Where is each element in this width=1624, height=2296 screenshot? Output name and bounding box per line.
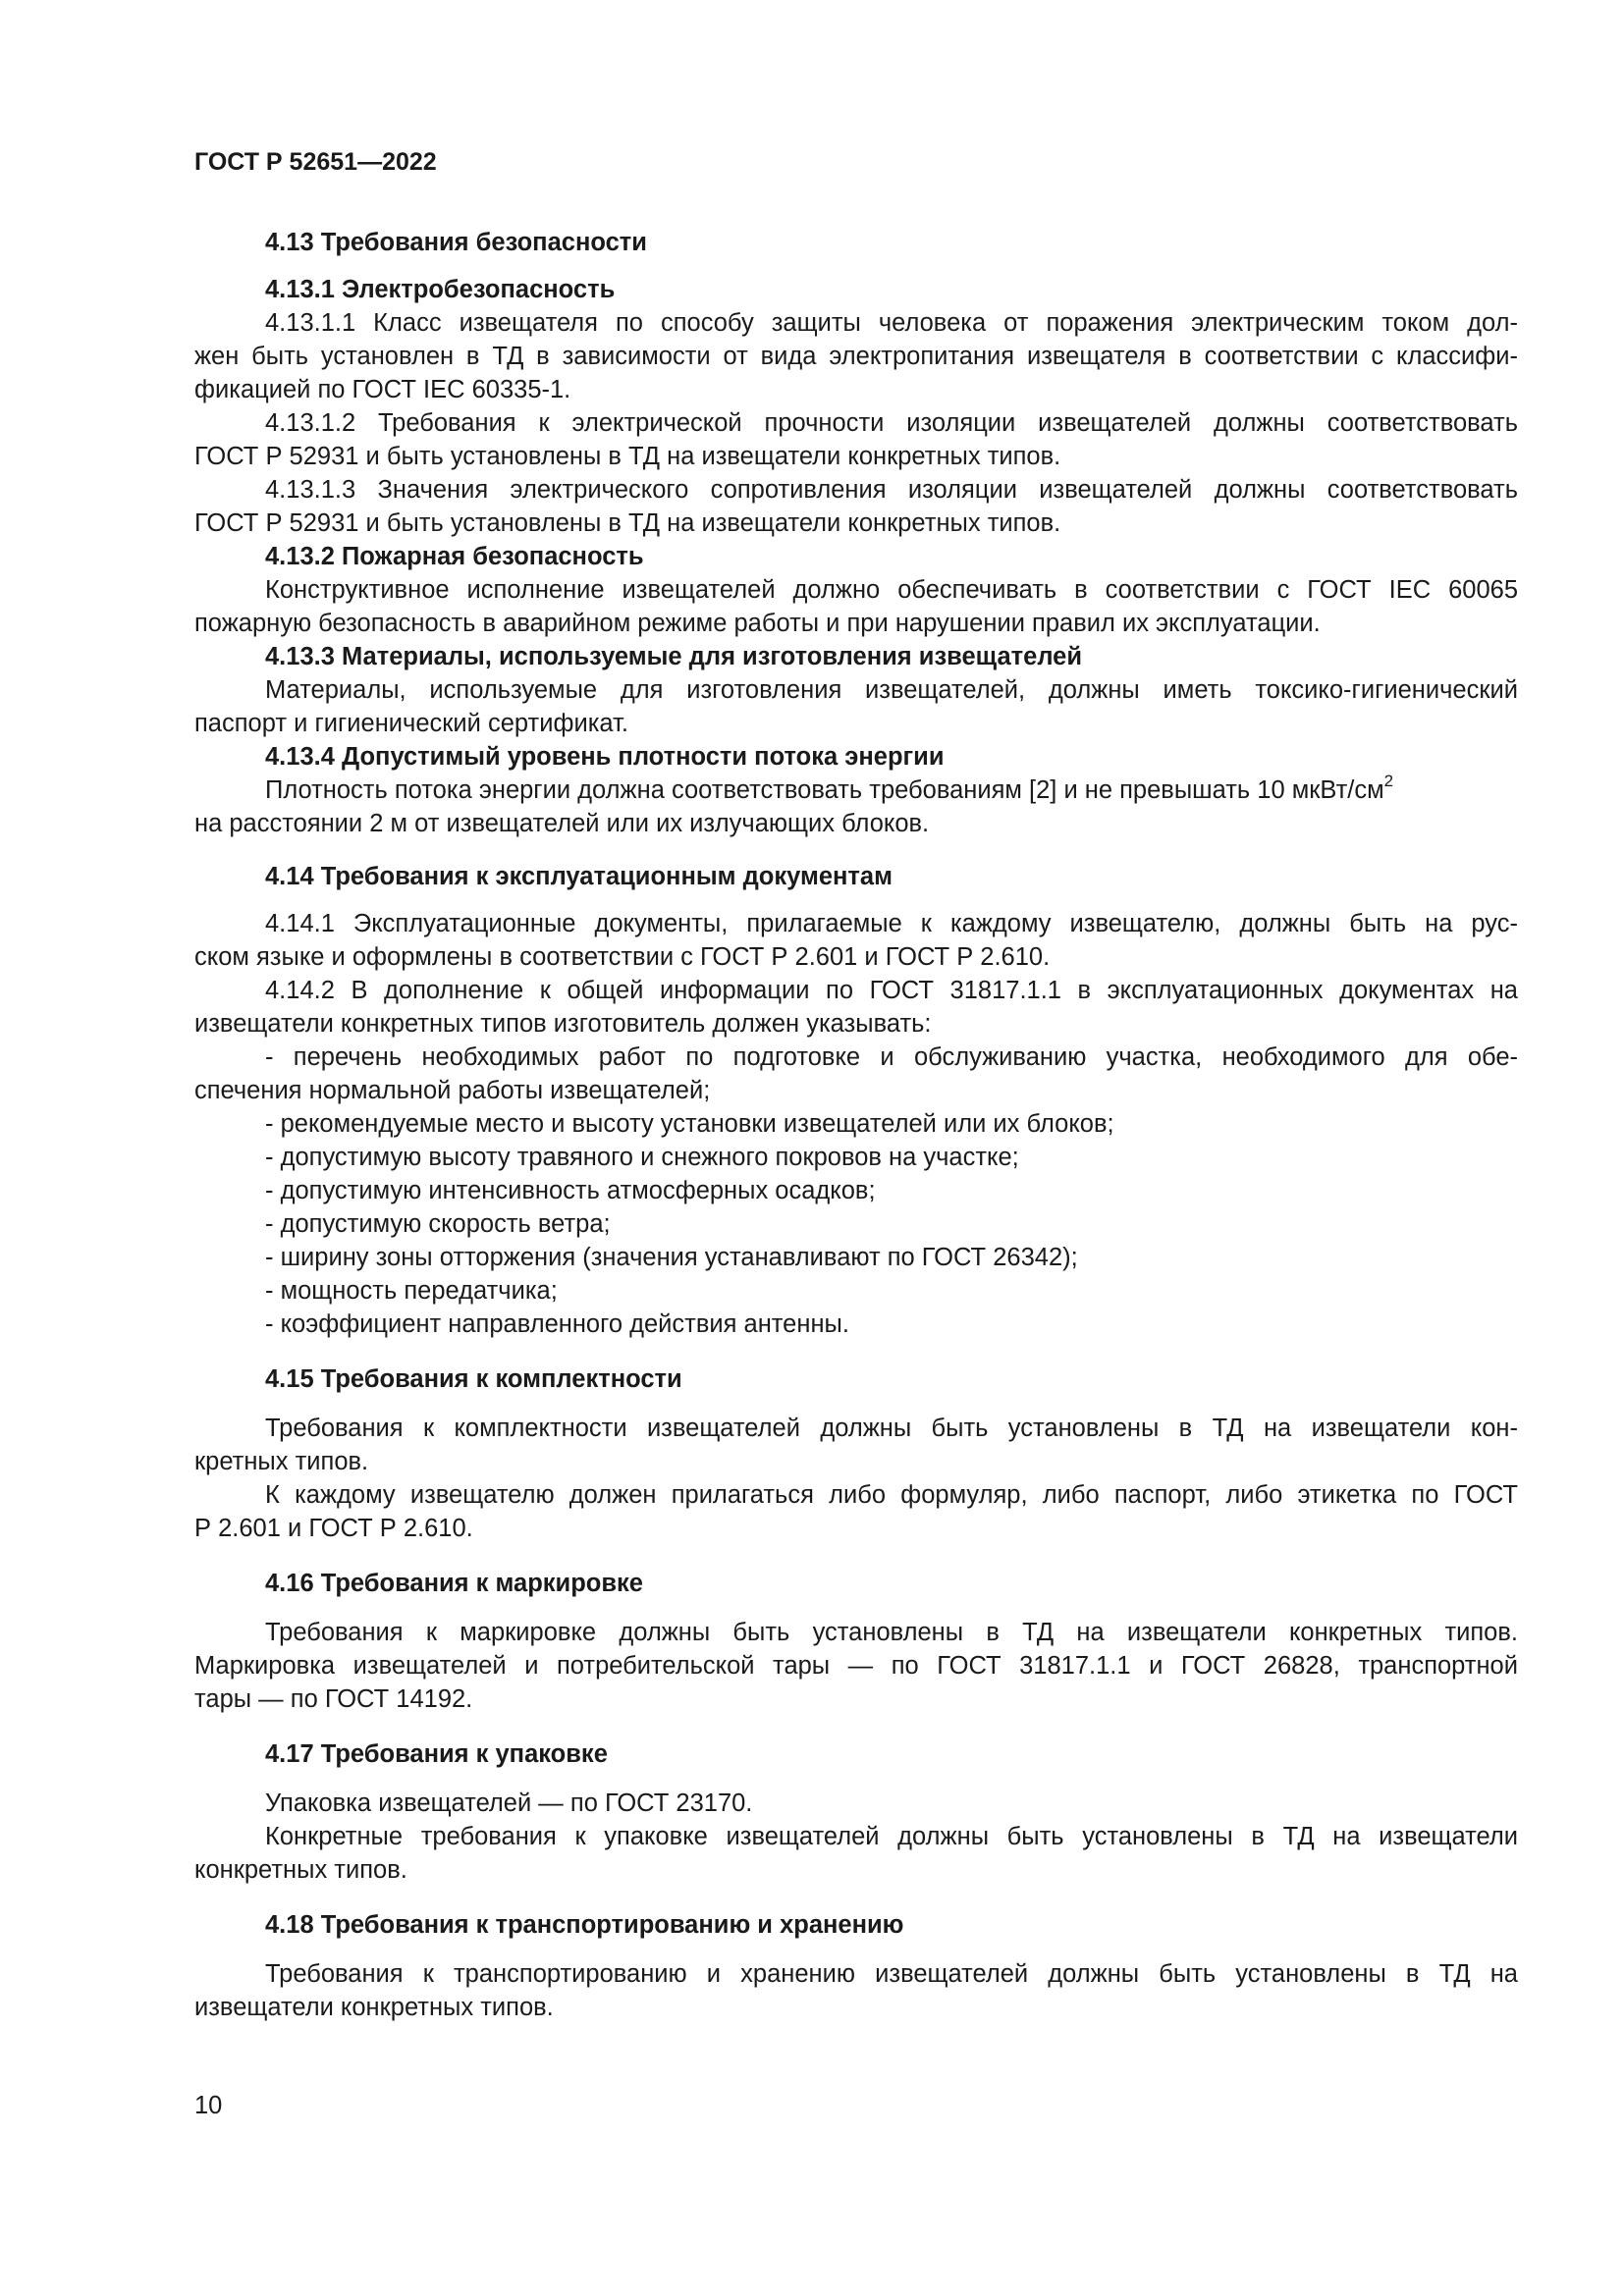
paragraph-line: Требования к комплектности извещателей должны быть установлены в ТД на извещатели кон- [265, 1415, 1518, 1442]
section-heading-4-16: 4.16 Требования к маркировке [265, 1570, 643, 1597]
subsection-heading-4-13-1: 4.13.1 Электробезопасность [265, 276, 616, 303]
paragraph-line: 4.13.1.1 Класс извещателя по способу защиты человека от поражения электрическим током дол- [265, 309, 1518, 337]
list-item-continuation: спечения нормальной работы извещателей; [194, 1077, 711, 1104]
paragraph-line: Материалы, используемые для изготовления извещателей, должны иметь токсико-гигиенический [265, 676, 1518, 704]
section-heading-4-18: 4.18 Требования к транспортированию и хранению [265, 1911, 904, 1939]
list-item: - ширину зоны отторжения (значения устанавливают по ГОСТ 26342); [265, 1244, 1078, 1271]
section-heading-4-17: 4.17 Требования к упаковке [265, 1740, 608, 1768]
paragraph-line: тары — по ГОСТ 14192. [194, 1685, 473, 1713]
paragraph-line: Упаковка извещателей — по ГОСТ 23170. [265, 1789, 753, 1817]
paragraph-line: ском языке и оформлены в соответствии с ГОСТ Р 2.601 и ГОСТ Р 2.610. [194, 943, 1051, 971]
subsection-heading-4-13-2: 4.13.2 Пожарная безопасность [265, 543, 644, 570]
paragraph-line: извещатели конкретных типов изготовитель должен указывать: [194, 1010, 932, 1038]
list-item: - допустимую интенсивность атмосферных осадков; [265, 1177, 876, 1204]
section-heading-4-13: 4.13 Требования безопасности [265, 229, 647, 256]
paragraph-line: кретных типов. [194, 1448, 369, 1475]
document-page [194, 145, 1518, 2024]
paragraph-line: пожарную безопасность в аварийном режиме работы и при нарушении правил их эксплуатации. [194, 610, 1321, 637]
paragraph-line: Маркировка извещателей и потребительской тары — по ГОСТ 31817.1.1 и ГОСТ 26828, транспортной [194, 1652, 1518, 1680]
list-item: - перечень необходимых работ по подготовке и обслуживанию участка, необходимого для обе- [265, 1043, 1518, 1071]
paragraph-line: ГОСТ Р 52931 и быть установлены в ТД на извещатели конкретных типов. [194, 443, 1061, 470]
paragraph-line: Конкретные требования к упаковке извещателей должны быть установлены в ТД на извещатели [265, 1823, 1518, 1850]
list-item: - рекомендуемые место и высоту установки извещателей или их блоков; [265, 1110, 1114, 1138]
paragraph-line: жен быть установлен в ТД в зависимости от вида электропитания извещателя в соответствии с классифи- [194, 343, 1518, 370]
paragraph-line: К каждому извещателю должен прилагаться либо формуляр, либо паспорт, либо этикетка по ГОСТ [265, 1481, 1518, 1509]
document-id: ГОСТ Р 52651—2022 [194, 148, 437, 176]
list-item: - допустимую скорость ветра; [265, 1210, 611, 1238]
paragraph-line: 4.13.1.2 Требования к электрической прочности изоляции извещателей должны соответствовать [265, 409, 1518, 437]
section-heading-4-14: 4.14 Требования к эксплуатационным документам [265, 863, 893, 890]
paragraph-line: Требования к маркировке должны быть установлены в ТД на извещатели конкретных типов. [265, 1619, 1518, 1646]
section-heading-4-15: 4.15 Требования к комплектности [265, 1365, 682, 1393]
paragraph-line: ГОСТ Р 52931 и быть установлены в ТД на извещатели конкретных типов. [194, 509, 1061, 537]
superscript-exponent: 2 [1383, 772, 1394, 790]
paragraph-line-with-superscript [194, 774, 1518, 807]
paragraph-line: извещатели конкретных типов. [194, 1994, 554, 2021]
paragraph-line: 4.14.2 В дополнение к общей информации по ГОСТ 31817.1.1 в эксплуатационных документах на [265, 977, 1518, 1004]
paragraph-line: 4.13.1.3 Значения электрического сопротивления изоляции извещателей должны соответствовать [265, 476, 1518, 504]
subsection-heading-4-13-3: 4.13.3 Материалы, используемые для изготовления извещателей [265, 643, 1083, 670]
paragraph-line: паспорт и гигиенический сертификат. [194, 710, 628, 737]
list-item: - мощность передатчика; [265, 1277, 558, 1305]
power-density-text: Плотность потока энергии должна соответствовать требованиям [2] и не превышать 10 мкВт/см [265, 776, 1384, 804]
page-number: 10 [194, 2092, 223, 2119]
paragraph-line: Требования к транспортированию и хранению извещателей должны быть установлены в ТД на [265, 1960, 1518, 1988]
paragraph-line: Р 2.601 и ГОСТ Р 2.610. [194, 1515, 473, 1542]
paragraph-line: на расстоянии 2 м от извещателей или их излучающих блоков. [194, 810, 930, 837]
paragraph-line: Конструктивное исполнение извещателей должно обеспечивать в соответствии с ГОСТ IEC 60065 [265, 576, 1518, 604]
subsection-heading-4-13-4: 4.13.4 Допустимый уровень плотности потока энергии [265, 743, 945, 771]
list-item: - коэффициент направленного действия антенны. [265, 1310, 849, 1338]
paragraph-line: 4.14.1 Эксплуатационные документы, прилагаемые к каждому извещателю, должны быть на рус- [265, 910, 1518, 937]
paragraph-line: фикацией по ГОСТ IEC 60335-1. [194, 376, 571, 403]
list-item: - допустимую высоту травяного и снежного покровов на участке; [265, 1144, 1019, 1171]
paragraph-line: конкретных типов. [194, 1856, 407, 1884]
